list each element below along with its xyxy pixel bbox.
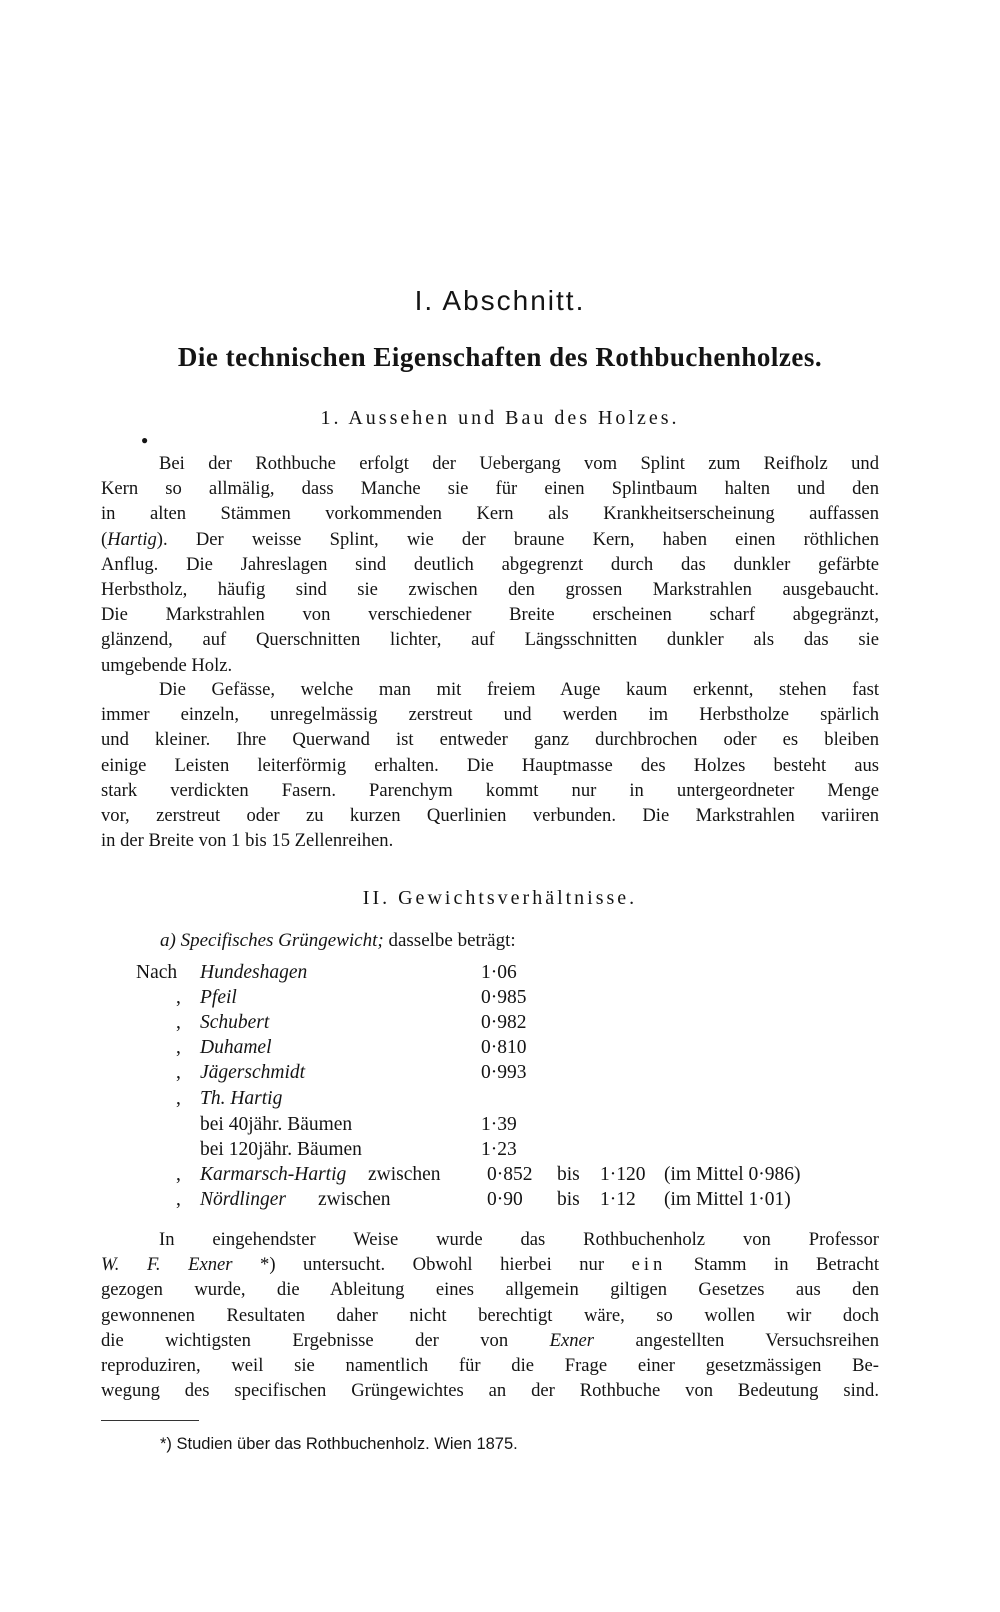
author-name: Schubert — [200, 1012, 270, 1033]
row-prefix: , — [176, 1062, 181, 1083]
text-line: Anflug. Die Jahreslagen sind deutlich abgegrenzt durch das dunkler gefärbte — [101, 553, 879, 575]
text-fragment: ( — [101, 528, 108, 550]
paragraph-3 — [101, 1227, 879, 1403]
author-ref: Hartig — [107, 528, 157, 550]
row-connector: zwischen — [318, 1189, 391, 1210]
weight-value: 1·120 — [600, 1164, 646, 1185]
paragraph-1 — [101, 451, 879, 678]
chapter-heading: I. Abschnitt. — [414, 285, 586, 316]
text-line: vor, zerstreut oder zu kurzen Querlinien verbunden. Die Markstrahlen variiren — [101, 805, 879, 827]
weight-value: 0·810 — [481, 1037, 527, 1058]
author-name: Nördlinger — [200, 1189, 286, 1210]
text-line — [101, 1227, 879, 1252]
text-line: Die Gefässe, welche man mit freiem Auge kaum erkennt, stehen fast — [159, 679, 879, 700]
text-line — [101, 1353, 879, 1378]
author-name: Th. Hartig — [200, 1088, 283, 1109]
author-name: Jägerschmidt — [200, 1062, 306, 1083]
row-prefix: , — [176, 1088, 181, 1109]
text-line — [101, 527, 879, 552]
row-label: bei 40jähr. Bäumen — [200, 1114, 353, 1135]
subsection-text: dasselbe beträgt: — [388, 930, 516, 951]
text-fragment: Stamm in Betracht — [666, 1254, 880, 1276]
text-line: in der Breite von 1 bis 15 Zellenreihen. — [101, 830, 394, 852]
text-fragment: angestellten Versuchsreihen — [594, 1329, 880, 1351]
row-connector: bis — [557, 1189, 580, 1210]
subsection-heading — [160, 930, 860, 952]
row-prefix: , — [176, 987, 181, 1008]
text-line: einige Leisten leiterförmig erhalten. Die Hauptmasse des Holzes besteht aus — [101, 754, 879, 776]
text-line — [101, 1328, 879, 1353]
text-line — [101, 1252, 879, 1277]
text-line — [101, 1378, 879, 1403]
author-name: Pfeil — [200, 987, 237, 1008]
text-line: und kleiner. Ihre Querwand ist entweder ganz durchbrochen oder es bleiben — [101, 729, 879, 751]
row-prefix: Nach — [136, 962, 178, 983]
footnote-rule — [101, 1420, 199, 1421]
author-ref: W. F. Exner — [101, 1254, 233, 1276]
text-line: Bei der Rothbuche erfolgt der Uebergang vom Splint zum Reifholz und — [159, 453, 879, 474]
section-heading-1: 1. Aussehen und Bau des Holzes. — [320, 407, 680, 429]
weight-value: 0·993 — [481, 1062, 527, 1083]
text-fragment: gewonnenen Resultaten daher nicht berechtigt wäre, so wollen wir doch — [101, 1304, 879, 1326]
section-heading-2: II. Gewichtsverhältnisse. — [362, 887, 638, 909]
weight-value: 0·90 — [487, 1189, 523, 1210]
text-fragment: *) untersucht. Obwohl hierbei nur — [232, 1254, 632, 1276]
footnote: *) Studien über das Rothbuchenholz. Wien 1875. — [160, 1435, 518, 1453]
text-line: Kern so allmälig, dass Manche sie für einen Splintbaum halten und den — [101, 478, 879, 500]
text-line: in alten Stämmen vorkommenden Kern als Krankheitserscheinung auffassen — [101, 503, 879, 525]
page-title: Die technischen Eigenschaften des Rothbuchenholzes. — [177, 342, 823, 372]
text-fragment: gezogen wurde, die Ableitung eines allgemein giltigen Gesetzes aus den — [101, 1279, 879, 1301]
weight-value: 1·23 — [481, 1139, 517, 1160]
text-line — [101, 1277, 879, 1302]
weight-value: 0·852 — [487, 1164, 533, 1185]
text-fragment: In eingehendster Weise wurde das Rothbuchenholz von Professor — [159, 1229, 879, 1250]
row-prefix: , — [176, 1189, 181, 1210]
text-line — [101, 1303, 879, 1328]
row-label: bei 120jähr. Bäumen — [200, 1139, 362, 1160]
weight-value: 1·12 — [600, 1189, 636, 1210]
ink-speck: ● — [141, 433, 149, 447]
author-name: Duhamel — [200, 1037, 272, 1058]
row-prefix: , — [176, 1164, 181, 1185]
paragraph-2 — [101, 677, 879, 853]
text-fragment: reproduziren, weil sie namentlich für die Frage einer gesetzmässigen Be- — [101, 1355, 879, 1377]
text-line: umgebende Holz. — [101, 654, 233, 676]
emphasis-spaced: ein — [631, 1254, 667, 1276]
row-connector: bis — [557, 1164, 580, 1185]
weight-value: 1·06 — [481, 962, 517, 983]
row-prefix: , — [176, 1012, 181, 1033]
text-fragment: wegung des specifischen Grüngewichtes an der Rothbuche von Bedeutung sind. — [101, 1380, 879, 1402]
row-connector: zwischen — [368, 1164, 441, 1185]
text-fragment: die wichtigsten Ergebnisse der von — [101, 1329, 550, 1351]
text-line: immer einzeln, unregelmässig zerstreut und werden im Herbstholze spärlich — [101, 704, 879, 726]
text-line: Herbstholz, häufig sind sie zwischen den grossen Markstrahlen ausgebaucht. — [101, 579, 879, 601]
text-line: stark verdickten Fasern. Parenchym kommt nur in untergeordneter Menge — [101, 779, 879, 801]
author-name: Karmarsch-Hartig — [200, 1164, 347, 1185]
row-prefix: , — [176, 1037, 181, 1058]
mean-note: (im Mittel 0·986) — [664, 1164, 801, 1185]
subsection-label: a) Specifisches Grüngewicht; — [160, 930, 384, 951]
weight-value: 0·982 — [481, 1012, 527, 1033]
weight-value: 0·985 — [481, 987, 527, 1008]
mean-note: (im Mittel 1·01) — [664, 1189, 791, 1210]
author-ref: Exner — [549, 1329, 595, 1351]
text-line: Die Markstrahlen von verschiedener Breite erscheinen scharf abgegränzt, — [101, 604, 879, 626]
author-name: Hundeshagen — [200, 962, 308, 983]
text-line: glänzend, auf Querschnitten lichter, auf Längsschnitten dunkler als das sie — [101, 629, 879, 651]
text-fragment: ). Der weisse Splint, wie der braune Kern, haben einen röthlichen — [156, 528, 879, 550]
weight-value: 1·39 — [481, 1114, 517, 1135]
